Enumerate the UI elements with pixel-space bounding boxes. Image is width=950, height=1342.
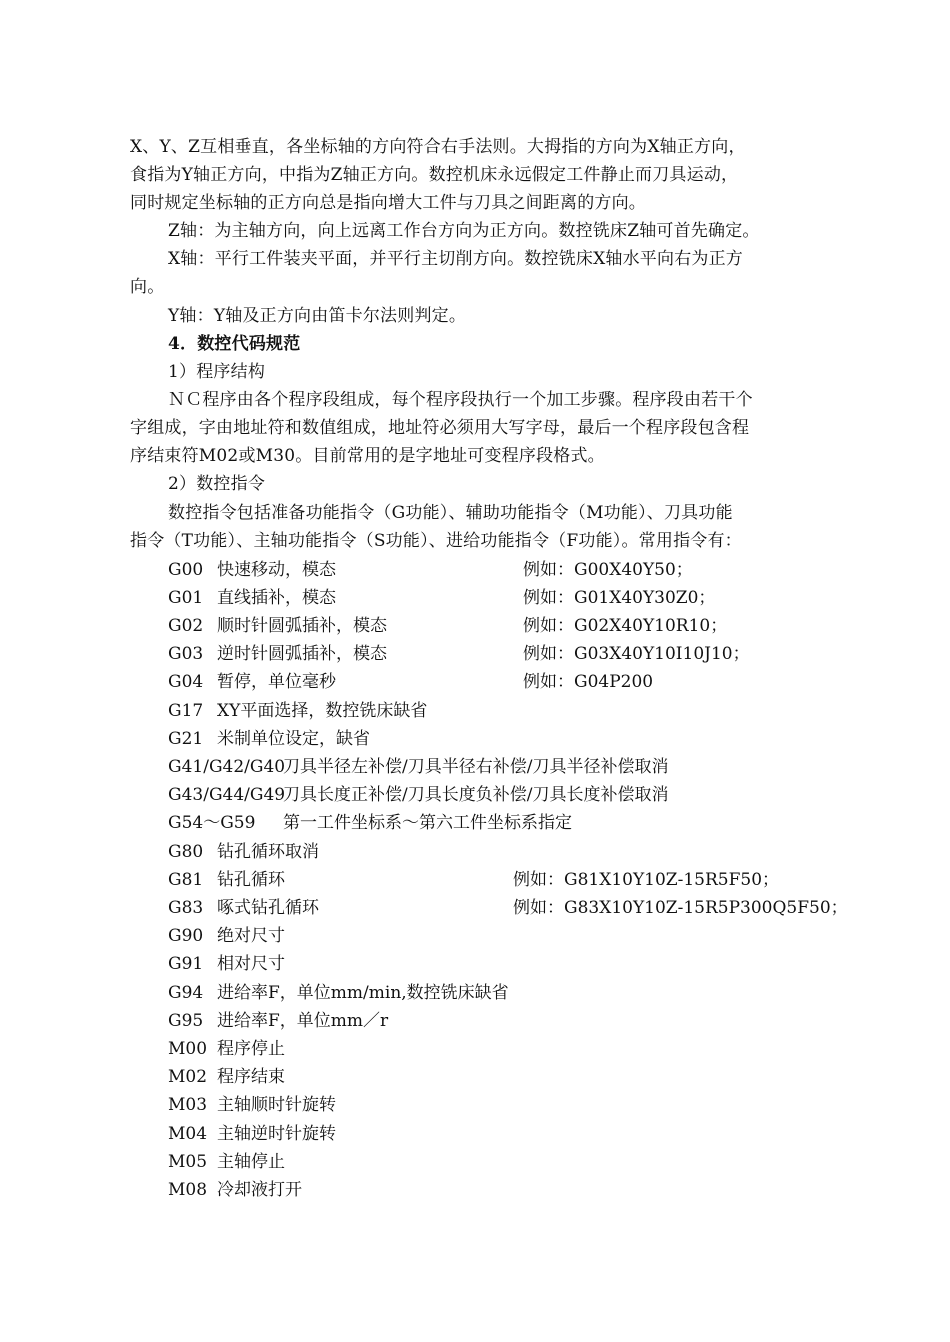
nc-paragraph-line-2: 字组成，字由地址符和数值组成，地址符必须用大写字母，最后一个程序段包含程 — [130, 418, 750, 438]
code-row — [0, 870, 950, 890]
code-description: 直线插补，模态 — [217, 588, 336, 608]
paragraph-axes-line-3: 同时规定坐标轴的正方向总是指向增大工件与刀具之间距离的方向。 — [130, 193, 646, 213]
subsection-program-structure: 1）程序结构 — [168, 362, 266, 382]
code-example: 例如：G00X40Y50； — [523, 560, 693, 580]
code-description: 顺时针圆弧插补，模态 — [217, 616, 387, 636]
code-id: G83 — [168, 898, 204, 918]
section-4-heading: 4．数控代码规范 — [168, 334, 301, 354]
code-description: 暂停，单位毫秒 — [217, 672, 336, 692]
commands-paragraph-line-1: 数控指令包括准备功能指令（G功能）、辅助功能指令（M功能）、刀具功能 — [168, 503, 733, 523]
code-description: 主轴逆时针旋转 — [217, 1124, 336, 1144]
code-description: 逆时针圆弧插补，模态 — [217, 644, 387, 664]
code-description: 啄式钻孔循环 — [217, 898, 319, 918]
code-row — [0, 701, 950, 721]
code-example: 例如：G83X10Y10Z-15R5P300Q5F50； — [513, 898, 848, 918]
code-description: 主轴顺时针旋转 — [217, 1095, 336, 1115]
code-row — [0, 729, 950, 749]
code-id: M08 — [168, 1180, 208, 1200]
code-row — [0, 616, 950, 636]
code-row — [0, 1067, 950, 1087]
code-id: G80 — [168, 842, 204, 862]
code-description: 刀具半径左补偿/刀具半径右补偿/刀具半径补偿取消 — [283, 757, 669, 777]
nc-paragraph-line-3: 序结束符M02或M30。目前常用的是字地址可变程序段格式。 — [130, 446, 605, 466]
code-description: 主轴停止 — [217, 1152, 285, 1172]
code-row — [0, 644, 950, 664]
code-description: 绝对尺寸 — [217, 926, 285, 946]
x-axis-text-line-2: 向。 — [130, 277, 165, 297]
paragraph-axes-line-2: 食指为Y轴正方向，中指为Z轴正方向。数控机床永远假定工件静止而刀具运动， — [130, 165, 739, 185]
code-id: G90 — [168, 926, 204, 946]
code-row — [0, 1095, 950, 1115]
code-id: G01 — [168, 588, 204, 608]
code-description: 相对尺寸 — [217, 954, 285, 974]
code-description: 冷却液打开 — [217, 1180, 302, 1200]
code-row — [0, 785, 950, 805]
code-row — [0, 672, 950, 692]
code-id: G91 — [168, 954, 204, 974]
code-row — [0, 757, 950, 777]
nc-paragraph-line-1: ＮＣ程序由各个程序段组成，每个程序段执行一个加工步骤。程序段由若干个 — [168, 390, 753, 410]
code-id: G04 — [168, 672, 204, 692]
code-row — [0, 1039, 950, 1059]
code-description: 钻孔循环 — [217, 870, 285, 890]
code-id: G81 — [168, 870, 204, 890]
code-row — [0, 813, 950, 833]
code-description: XY平面选择，数控铣床缺省 — [217, 701, 428, 721]
code-row — [0, 898, 950, 918]
code-row — [0, 926, 950, 946]
code-id: G02 — [168, 616, 204, 636]
code-description: 进给率F，单位mm／r — [217, 1011, 389, 1031]
x-axis-text-line-1: X轴：平行工件装夹平面，并平行主切削方向。数控铣床X轴水平向右为正方 — [168, 249, 744, 269]
code-row — [0, 1180, 950, 1200]
code-description: 第一工件坐标系～第六工件坐标系指定 — [283, 813, 572, 833]
code-row — [0, 588, 950, 608]
code-id: G95 — [168, 1011, 204, 1031]
code-id: M03 — [168, 1095, 208, 1115]
code-id: M05 — [168, 1152, 208, 1172]
code-example: 例如：G03X40Y10I10J10； — [523, 644, 750, 664]
code-description: 钻孔循环取消 — [217, 842, 319, 862]
z-axis-text: Z轴：为主轴方向，向上远离工作台方向为正方向。数控铣床Z轴可首先确定。 — [168, 221, 760, 241]
code-id: G41/G42/G40 — [168, 757, 286, 777]
commands-paragraph-line-2: 指令（T功能）、主轴功能指令（S功能）、进给功能指令（F功能）。常用指令有： — [130, 531, 742, 551]
code-id: M04 — [168, 1124, 208, 1144]
code-id: G00 — [168, 560, 204, 580]
code-example: 例如：G01X40Y30Z0； — [523, 588, 716, 608]
code-id: G43/G44/G49 — [168, 785, 286, 805]
code-id: G03 — [168, 644, 204, 664]
code-example: 例如：G81X10Y10Z-15R5F50； — [513, 870, 780, 890]
code-id: M00 — [168, 1039, 208, 1059]
code-row — [0, 842, 950, 862]
code-description: 程序停止 — [217, 1039, 285, 1059]
code-example: 例如：G04P200 — [523, 672, 654, 692]
code-description: 进给率F，单位mm/min,数控铣床缺省 — [217, 983, 509, 1003]
code-description: 刀具长度正补偿/刀具长度负补偿/刀具长度补偿取消 — [283, 785, 669, 805]
code-id: M02 — [168, 1067, 208, 1087]
paragraph-axes-line-1: X、Y、Z互相垂直，各坐标轴的方向符合右手法则。大拇指的方向为X轴正方向， — [130, 137, 746, 157]
code-description: 快速移动，模态 — [217, 560, 336, 580]
code-description: 程序结束 — [217, 1067, 285, 1087]
code-row — [0, 560, 950, 580]
code-row — [0, 1011, 950, 1031]
subsection-nc-commands: 2）数控指令 — [168, 474, 266, 494]
code-id: G17 — [168, 701, 204, 721]
code-row — [0, 1152, 950, 1172]
code-id: G21 — [168, 729, 204, 749]
code-row — [0, 1124, 950, 1144]
code-example: 例如：G02X40Y10R10； — [523, 616, 728, 636]
code-row — [0, 983, 950, 1003]
code-id: G94 — [168, 983, 204, 1003]
code-row — [0, 954, 950, 974]
code-id: G54～G59 — [168, 813, 256, 833]
y-axis-text: Y轴：Y轴及正方向由笛卡尔法则判定。 — [168, 306, 467, 326]
code-description: 米制单位设定，缺省 — [217, 729, 370, 749]
